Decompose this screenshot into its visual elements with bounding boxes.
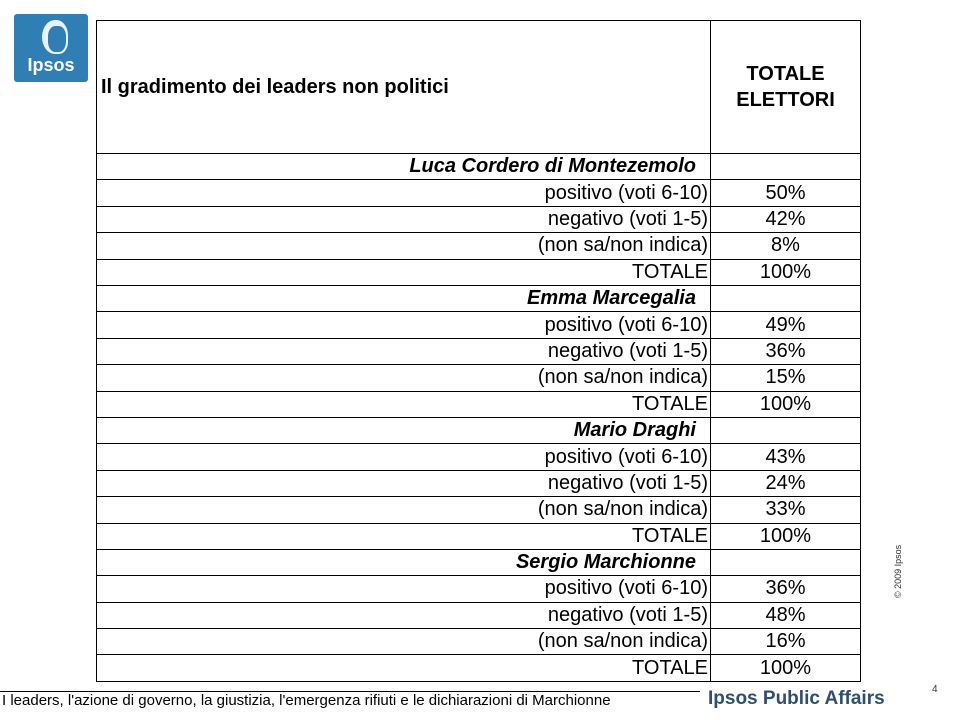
leader-name-row xyxy=(97,417,861,443)
table-row xyxy=(97,497,861,523)
leader-name: Luca Cordero di Montezemolo xyxy=(97,154,711,180)
table-row xyxy=(97,444,861,470)
table-row xyxy=(97,206,861,232)
row-value: 48% xyxy=(711,602,861,628)
empty-cell xyxy=(711,417,861,443)
row-label: negativo (voti 1-5) xyxy=(97,602,711,628)
row-label: (non sa/non indica) xyxy=(97,629,711,655)
table-row xyxy=(97,470,861,496)
table-row xyxy=(97,259,861,285)
row-value: 100% xyxy=(711,655,861,682)
row-value: 36% xyxy=(711,576,861,602)
leader-name: Sergio Marchionne xyxy=(97,549,711,575)
copyright-notice: © 2009 Ipsos xyxy=(893,544,903,598)
leader-name-row xyxy=(97,549,861,575)
row-value: 50% xyxy=(711,180,861,206)
table-row xyxy=(97,523,861,549)
logo-text: Ipsos xyxy=(27,55,75,75)
row-value: 24% xyxy=(711,470,861,496)
row-label: negativo (voti 1-5) xyxy=(97,470,711,496)
table-title: Il gradimento dei leaders non politici xyxy=(97,21,711,154)
row-value: 42% xyxy=(711,206,861,232)
row-label: positivo (voti 6-10) xyxy=(97,180,711,206)
table-header-row xyxy=(97,21,861,154)
row-value: 49% xyxy=(711,312,861,338)
row-label: (non sa/non indica) xyxy=(97,497,711,523)
empty-cell xyxy=(711,549,861,575)
row-label: positivo (voti 6-10) xyxy=(97,576,711,602)
table-row xyxy=(97,365,861,391)
table-row xyxy=(97,629,861,655)
row-value: 43% xyxy=(711,444,861,470)
row-value: 15% xyxy=(711,365,861,391)
leaders-table xyxy=(96,20,861,682)
empty-cell xyxy=(711,154,861,180)
footer-caption: I leaders, l'azione di governo, la giustizia, l'emergenza rifiuti e le dichiarazioni di Marchionne xyxy=(2,692,611,709)
row-label: negativo (voti 1-5) xyxy=(97,206,711,232)
row-value: 100% xyxy=(711,523,861,549)
table-row xyxy=(97,655,861,682)
leader-name: Mario Draghi xyxy=(97,417,711,443)
table-row xyxy=(97,391,861,417)
column-header-line2: ELETTORI xyxy=(736,89,835,112)
row-value: 8% xyxy=(711,233,861,259)
leader-name: Emma Marcegalia xyxy=(97,285,711,311)
row-label: positivo (voti 6-10) xyxy=(97,312,711,338)
table-row xyxy=(97,576,861,602)
row-value: 33% xyxy=(711,497,861,523)
row-value: 16% xyxy=(711,629,861,655)
row-value: 100% xyxy=(711,391,861,417)
table-row xyxy=(97,602,861,628)
empty-cell xyxy=(711,285,861,311)
row-label: TOTALE xyxy=(97,655,711,682)
row-label: TOTALE xyxy=(97,259,711,285)
row-label: positivo (voti 6-10) xyxy=(97,444,711,470)
brand-name: Ipsos Public Affairs xyxy=(708,688,885,709)
table-row xyxy=(97,180,861,206)
ipsos-logo xyxy=(14,14,88,82)
table-row xyxy=(97,338,861,364)
logo-face-icon xyxy=(48,26,66,52)
table-row xyxy=(97,233,861,259)
row-label: (non sa/non indica) xyxy=(97,233,711,259)
leader-name-row xyxy=(97,285,861,311)
page-number: 4 xyxy=(932,684,938,695)
column-header-line1: TOTALE xyxy=(746,63,825,86)
leader-name-row xyxy=(97,154,861,180)
row-value: 36% xyxy=(711,338,861,364)
row-label: negativo (voti 1-5) xyxy=(97,338,711,364)
row-label: TOTALE xyxy=(97,523,711,549)
row-label: (non sa/non indica) xyxy=(97,365,711,391)
column-header xyxy=(711,21,861,154)
row-value: 100% xyxy=(711,259,861,285)
table-row xyxy=(97,312,861,338)
row-label: TOTALE xyxy=(97,391,711,417)
